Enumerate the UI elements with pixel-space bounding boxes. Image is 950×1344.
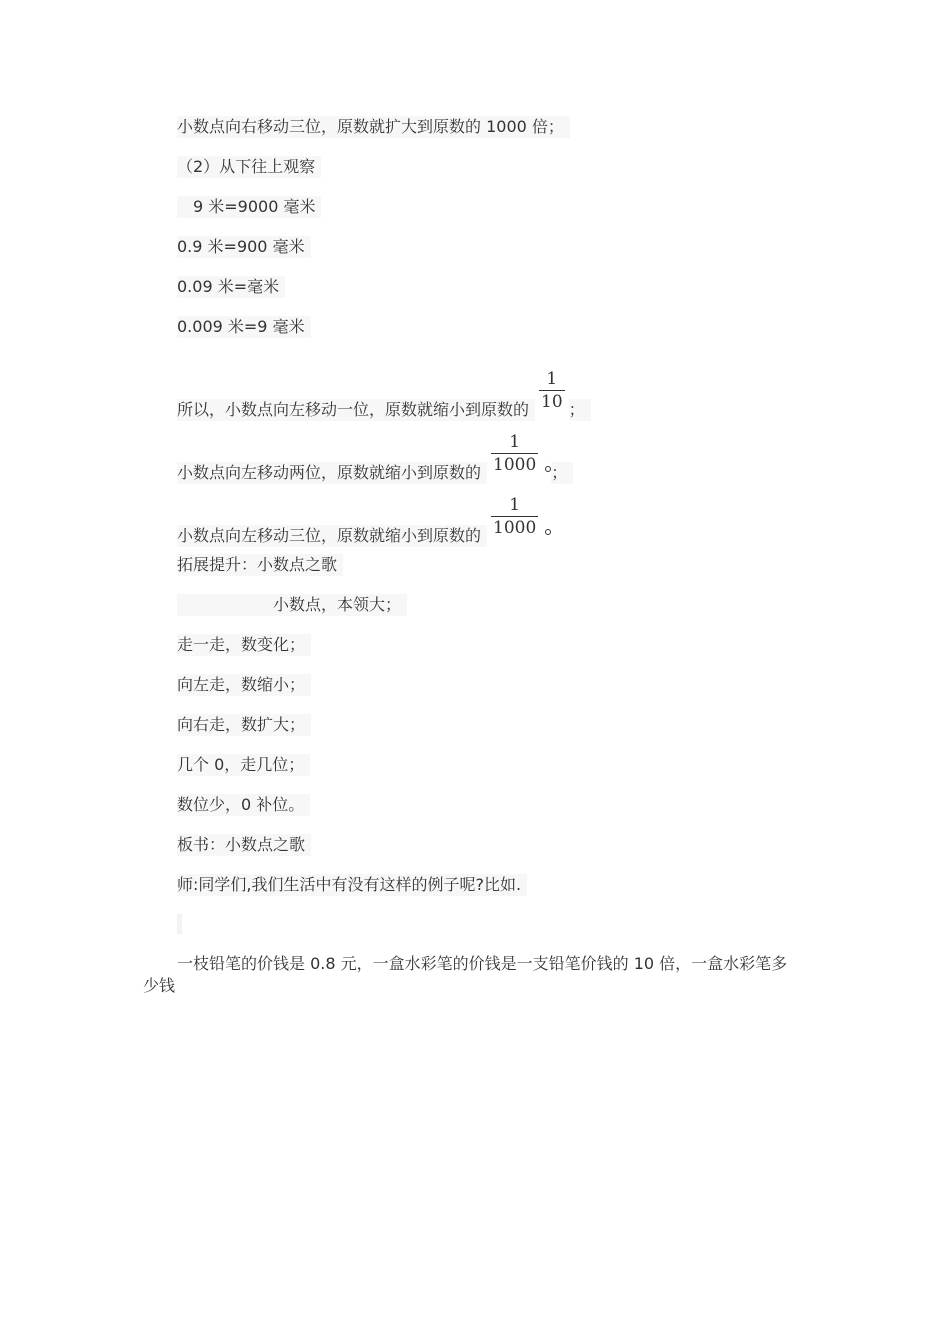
text-line — [177, 874, 527, 896]
line-text: 走一走，数变化； — [177, 634, 311, 656]
fraction-line — [177, 432, 573, 482]
line-text: 所以，小数点向左移动一位，原数就缩小到原数的 — [177, 399, 535, 421]
text-line — [177, 754, 310, 776]
fraction — [491, 431, 538, 476]
line-text: 小数点向右移动三位，原数就扩大到原数的 1000 倍； — [177, 116, 570, 138]
fraction-numerator: 1 — [509, 495, 521, 515]
line-text: 0.09 米=毫米 — [177, 276, 285, 298]
text-line — [177, 156, 321, 178]
fraction-numerator: 1 — [509, 432, 521, 452]
line-text: （2）从下往上观察 — [177, 156, 321, 178]
text-line — [177, 316, 311, 338]
period-mark — [545, 529, 551, 535]
line-text: 小数点，本领大； — [177, 594, 407, 616]
line-text: 几个 0，走几位； — [177, 754, 310, 776]
line-end: ； — [551, 462, 573, 484]
text-line — [177, 116, 570, 138]
text-line — [177, 236, 311, 258]
fraction-denominator: 10 — [541, 392, 563, 412]
empty-highlight — [177, 914, 182, 934]
text-line — [177, 834, 311, 856]
fraction-numerator: 1 — [546, 369, 558, 389]
word-problem-paragraph: 一枝铅笔的价钱是 0.8 元，一盒水彩笔的价钱是一支铅笔价钱的 10 倍，一盒水彩笔多少钱 — [143, 954, 788, 995]
line-end: ； — [569, 399, 591, 421]
fraction — [539, 368, 565, 413]
text-line — [177, 794, 310, 816]
text-line — [177, 674, 311, 696]
fraction-line — [177, 495, 551, 545]
fraction-denominator: 1000 — [493, 518, 537, 538]
fraction — [491, 494, 538, 539]
line-text: 板书：小数点之歌 — [177, 834, 311, 856]
line-text: 向右走，数扩大； — [177, 714, 311, 736]
fraction-denominator: 1000 — [493, 455, 537, 475]
line-text: 拓展提升：小数点之歌 — [177, 554, 343, 576]
line-text: 数位少，0 补位。 — [177, 794, 310, 816]
line-text: 0.009 米=9 毫米 — [177, 316, 311, 338]
text-line — [177, 554, 343, 576]
line-text: 向左走，数缩小； — [177, 674, 311, 696]
line-text: 师:同学们,我们生活中有没有这样的例子呢?比如. — [177, 874, 527, 896]
text-line — [177, 634, 311, 656]
text-line — [177, 594, 407, 616]
text-line — [177, 196, 321, 218]
fraction-line — [177, 369, 591, 419]
text-line — [177, 714, 311, 736]
line-text: 小数点向左移动三位，原数就缩小到原数的 — [177, 525, 487, 547]
line-text: 0.9 米=900 毫米 — [177, 236, 311, 258]
line-text: 9 米=9000 毫米 — [177, 196, 321, 218]
line-text: 小数点向左移动两位，原数就缩小到原数的 — [177, 462, 487, 484]
text-line — [177, 276, 285, 298]
